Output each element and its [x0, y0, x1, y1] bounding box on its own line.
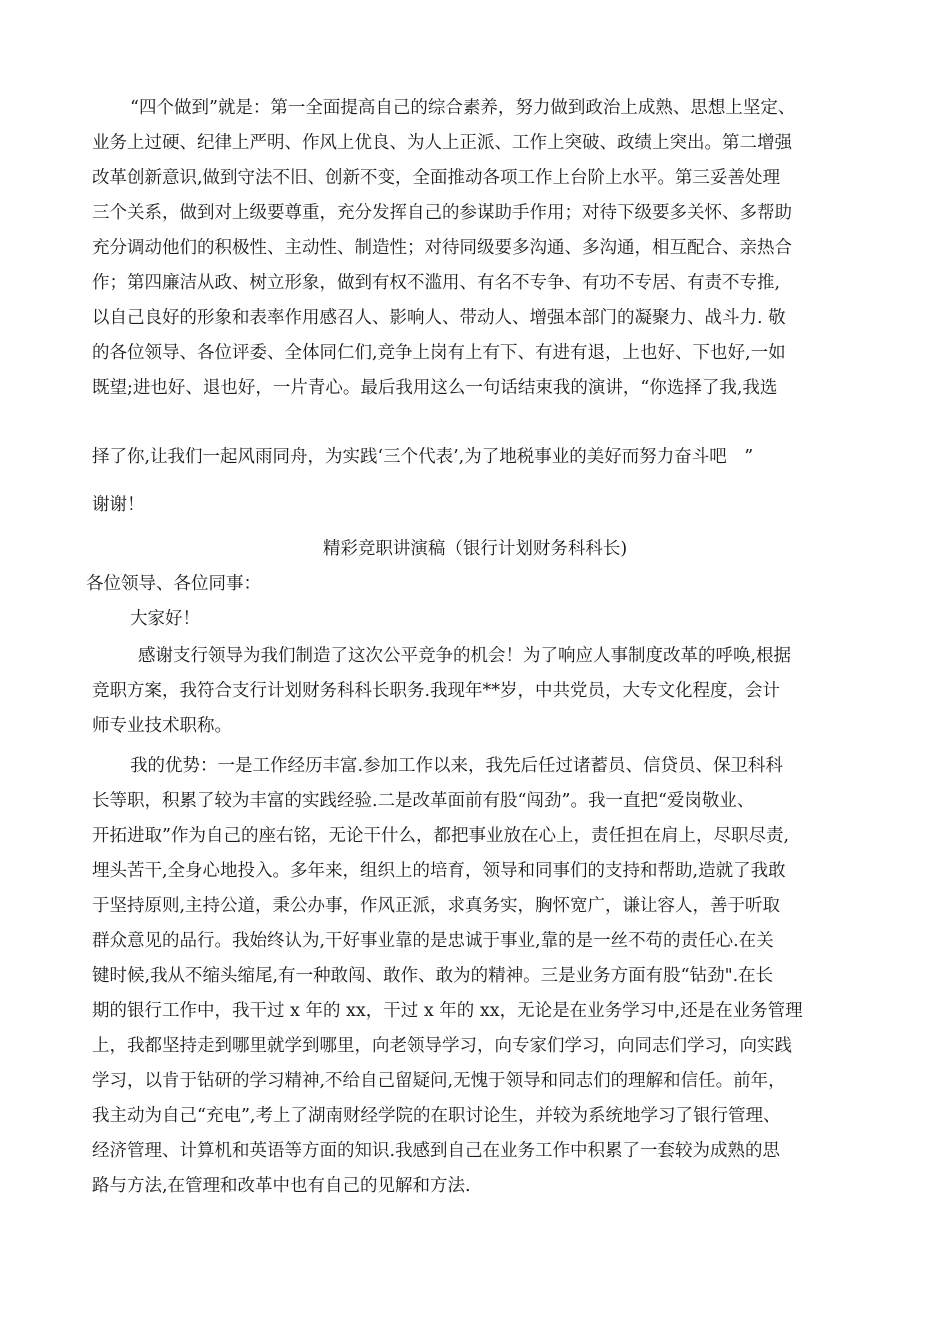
body-line: 的各位领导、各位评委、全体同仁们,竞争上岗有上有下、有进有退，上也好、下也好,一如	[92, 343, 786, 363]
body-line: 改革创新意识,做到守法不旧、创新不变，全面推动各项工作上台阶上水平。第三妥善处理	[92, 168, 781, 188]
body-line: 以自己良好的形象和表率作用感召人、影响人、带动人、增强本部门的凝聚力、战斗力. 敬	[92, 308, 786, 328]
body-line: 长等职，积累了较为丰富的实践经验.二是改革面前有股“闯劲”。我一直把“爱岗敬业、	[92, 791, 755, 811]
body-line: 上，我都坚持走到哪里就学到哪里，向老领导学习，向专家们学习，向同志们学习，向实践	[92, 1036, 792, 1056]
body-line: 师专业技术职称。	[92, 716, 232, 736]
body-line: 经济管理、计算机和英语等方面的知识.我感到自己在业务工作中积累了一套较为成熟的思	[92, 1141, 781, 1161]
section-title: 精彩竞职讲演稿（银行计划财务科科长)	[322, 539, 628, 559]
body-line: “四个做到”就是：第一全面提高自己的综合素养，努力做到政治上成熟、思想上坚定、	[130, 98, 796, 118]
body-line: 我的优势：一是工作经历丰富.参加工作以来，我先后任过诸蓄员、信贷员、保卫科科	[130, 756, 784, 776]
greeting: 大家好！	[130, 609, 200, 629]
body-line: 路与方法,在管理和改革中也有自己的见解和方法.	[92, 1176, 471, 1196]
body-line: 于坚持原则,主持公道，秉公办事，作风正派，求真务实，胸怀宽广，谦让容人，善于听取	[92, 896, 781, 916]
salutation: 各位领导、各位同事：	[86, 574, 261, 594]
body-line: 学习，以肯于钻研的学习精神,不给自己留疑问,无愧于领导和同志们的理解和信任。前年，	[92, 1071, 786, 1091]
body-line: 择了你,让我们一起风雨同舟，为实践‘三个代表’,为了地税事业的美好而努力奋斗吧 ”	[92, 447, 754, 467]
body-line: 我主动为自己“充电”,考上了湖南财经学院的在职讨论生，并较为系统地学习了银行管理、	[92, 1106, 781, 1126]
body-line: 群众意见的品行。我始终认为,干好事业靠的是忠诚于事业,靠的是一丝不苟的责任心.在关	[92, 931, 774, 951]
body-line: 开拓进取”作为自己的座右铭，无论干什么，都把事业放在心上，责任担在肩上，尽职尽责,	[92, 826, 790, 846]
body-line: 业务上过硬、纪律上严明、作风上优良、为人上正派、工作上突破、政绩上突出。第二增强	[92, 133, 792, 153]
body-line: 充分调动他们的积极性、主动性、制造性；对待同级要多沟通、多沟通，相互配合、亲热合	[92, 238, 792, 258]
body-line: 作；第四廉洁从政、树立形象，做到有权不滥用、有名不专争、有功不专居、有责不专推,	[92, 273, 781, 293]
body-line: 感谢支行领导为我们制造了这次公平竞争的机会！为了响应人事制度改革的呼唤,根据	[138, 646, 792, 666]
body-line: 竞职方案，我符合支行计划财务科科长职务.我现年**岁，中共党员，大专文化程度，会计	[92, 681, 781, 701]
body-line: 既望;进也好、退也好，一片青心。最后我用这么一句话结束我的演讲，“你选择了我,我选	[92, 378, 778, 398]
body-line: 埋头苦干,全身心地投入。多年来，组织上的培育，领导和同事们的支持和帮助,造就了我敢	[92, 861, 786, 881]
body-line: 三个关系，做到对上级要尊重，充分发挥自己的参谋助手作用；对待下级要多关怀、多帮助	[92, 203, 792, 223]
body-line: 键时候,我从不缩头缩尾,有一种敢闯、敢作、敢为的精神。三是业务方面有股“钻劲".在长	[92, 966, 774, 986]
body-line: 期的银行工作中，我干过 x 年的 xx，干过 x 年的 xx，无论是在业务学习中,还是在业务管理	[92, 1001, 803, 1021]
closing-thanks: 谢谢！	[92, 495, 145, 515]
